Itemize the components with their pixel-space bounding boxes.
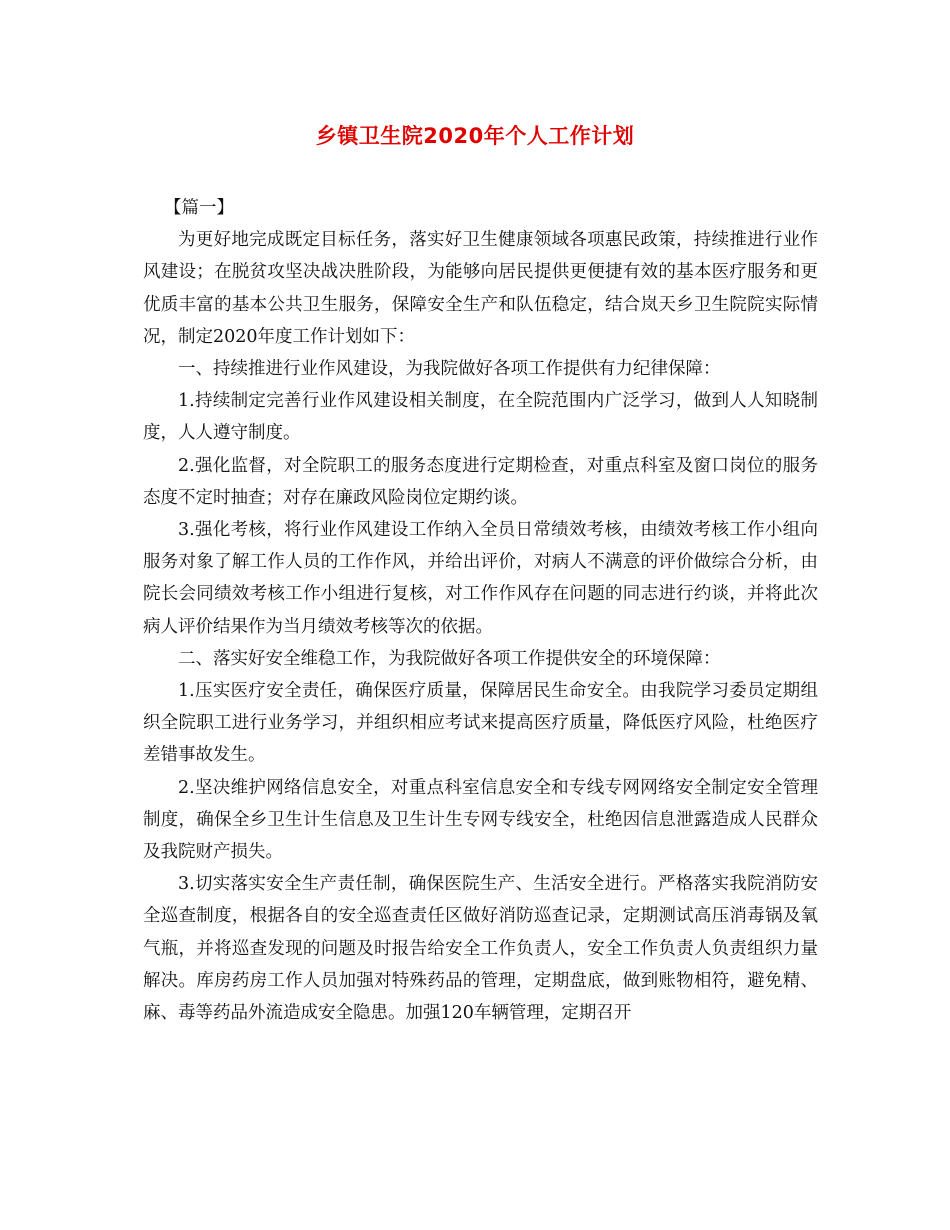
- section-two-item-1: 1.压实医疗安全责任，确保医疗质量，保障居民生命安全。由我院学习委员定期组织全院职工进行业务学习，并组织相应考试来提高医疗质量，降低医疗风险，杜绝医疗差错事故发生。: [143, 681, 818, 766]
- section-two-item-2: 2.坚决维护网络信息安全，对重点科室信息安全和专线专网网络安全制定安全管理制度，确保全乡卫生计生信息及卫生计生专网专线安全，杜绝因信息泄露造成人民群众及我院财产损失。: [143, 777, 818, 863]
- document-title: 乡镇卫生院2020年个人工作计划: [315, 124, 635, 148]
- intro-paragraph: 为更好地完成既定目标任务，落实好卫生健康领域各项惠民政策，持续推进行业作风建设；在脱贫攻坚决战决胜阶段，为能够向居民提供更便捷有效的基本医疗服务和更优质丰富的基本公共卫生服务，保障安全生产和队伍稳定，结合岚天乡卫生院院实际情况，制定2020年度工作计划如下：: [143, 230, 818, 347]
- section-heading-pian-yi: 【篇一】: [164, 198, 234, 218]
- section-one-item-2: 2.强化监督，对全院职工的服务态度进行定期检查，对重点科室及窗口岗位的服务态度不定时抽查；对存在廉政风险岗位定期约谈。: [143, 455, 818, 508]
- section-one-item-1: 1.持续制定完善行业作风建设相关制度，在全院范围内广泛学习，做到人人知晓制度，人人遵守制度。: [143, 391, 818, 444]
- section-two-heading: 二、落实好安全维稳工作，为我院做好各项工作提供安全的环境保障：: [178, 648, 721, 669]
- section-two-item-3: 3.切实落实安全生产责任制，确保医院生产、生活安全进行。严格落实我院消防安全巡查制度，根据各自的安全巡查责任区做好消防巡查记录，定期测试高压消毒锅及氧气瓶，并将巡查发现的问题及时报告给安全工作负责人，安全工作负责人负责组织力量解决。库房药房工作人员加强对特殊药品的管理，定期盘底，做到账物相符，避免精、麻、毒等药品外流造成安全隐患。加强120车辆管理，定期召开: [143, 874, 818, 1024]
- section-one-item-3: 3.强化考核，将行业作风建设工作纳入全员日常绩效考核，由绩效考核工作小组向服务对象了解工作人员的工作作风，并给出评价，对病人不满意的评价做综合分析，由院长会同绩效考核工作小组进行复核，对工作作风存在问题的同志进行约谈，并将此次病人评价结果作为当月绩效考核等次的依据。: [143, 520, 818, 637]
- document-body: [143, 192, 818, 1029]
- section-one-heading: 一、持续推进行业作风建设，为我院做好各项工作提供有力纪律保障：: [178, 359, 721, 380]
